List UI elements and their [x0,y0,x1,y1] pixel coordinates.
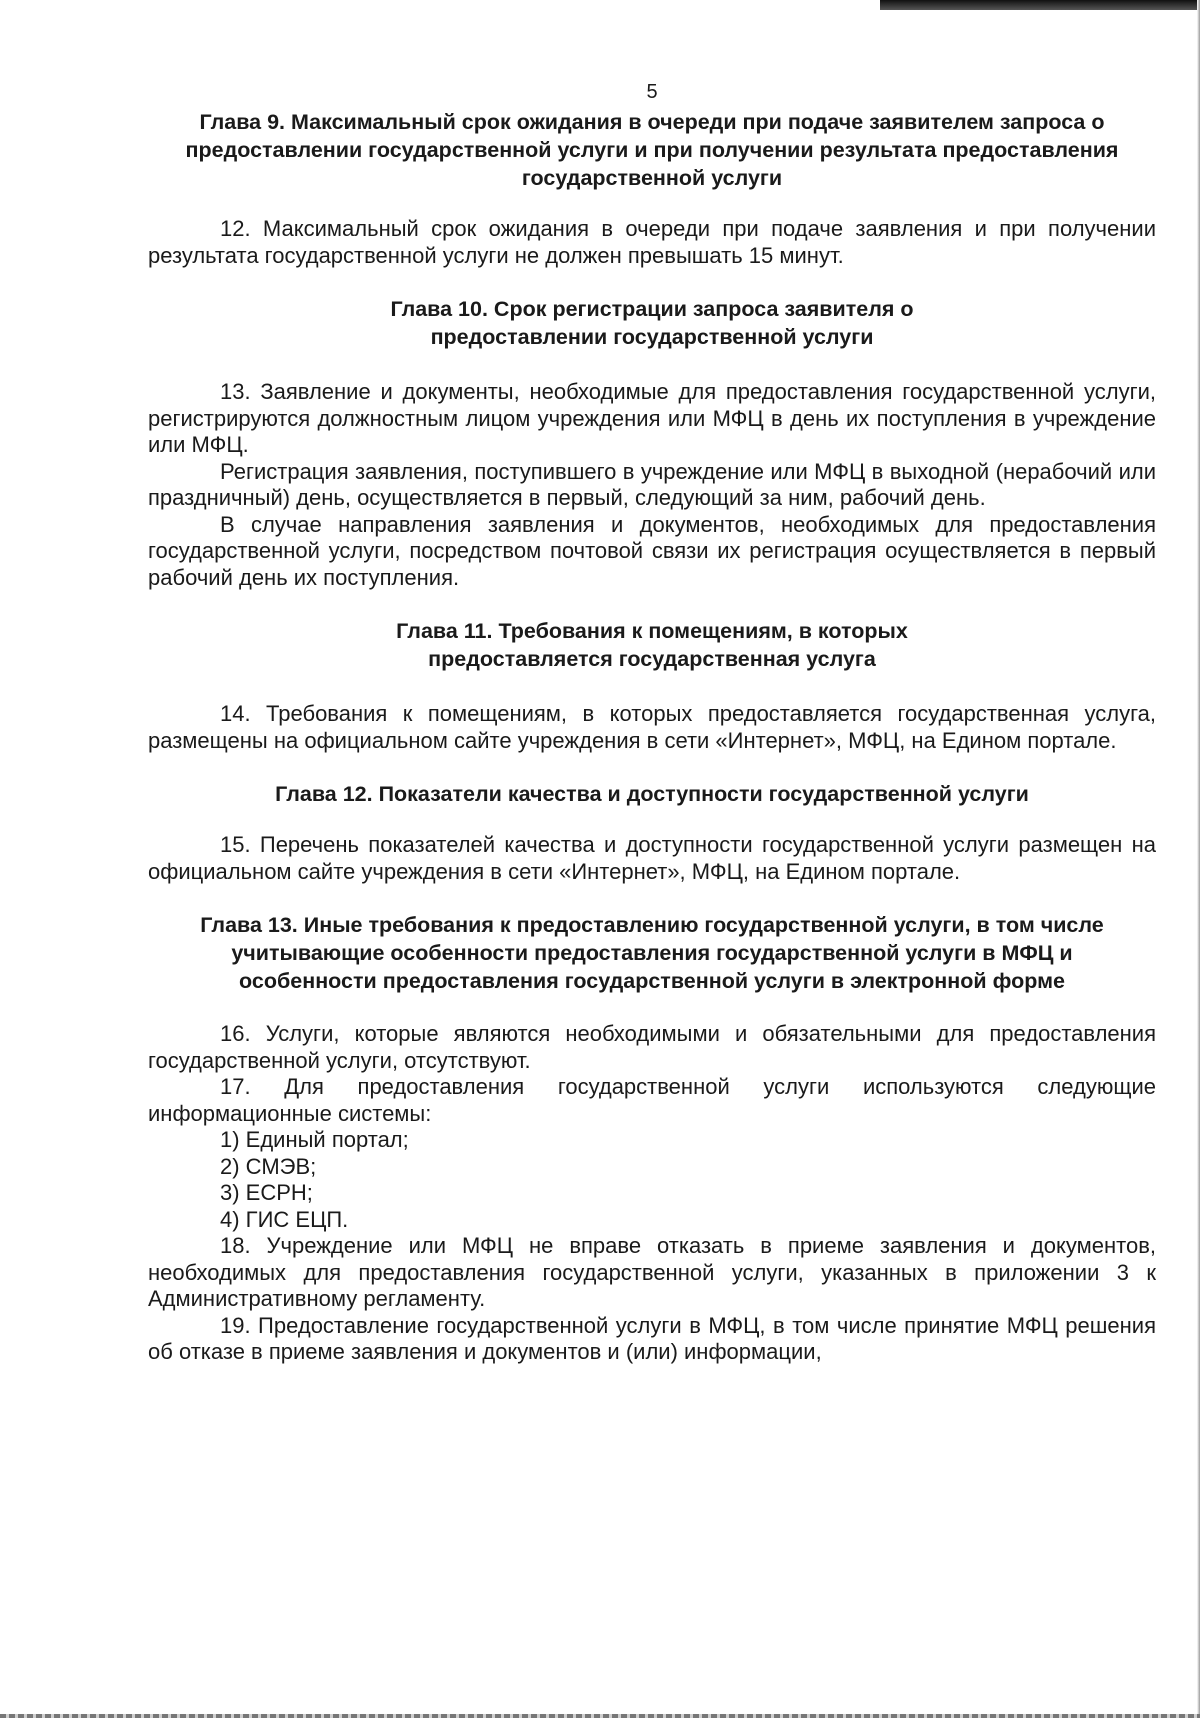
page-number: 5 [646,81,658,103]
paragraph-13: 13. Заявление и документы, необходимые для предоставления государственной услуги, регистрируются должностным лицом учреждения или МФЦ в день их поступления в учреждение или МФЦ. [148,379,1156,457]
paragraph-15: 15. Перечень показателей качества и доступности государственной услуги размещен на официальном сайте учреждения в сети «Интернет», МФЦ, на Едином портале. [148,832,1156,884]
list-item: 1) Единый портал; [220,1127,409,1152]
paragraph-19: 19. Предоставление государственной услуги в МФЦ, в том числе принятие МФЦ решения об отказе в приеме заявления и документов и (или) информации, [148,1312,1156,1364]
paragraph-16: 16. Услуги, которые являются необходимыми и обязательными для предоставления государственной услуги, отсутствуют. [148,1021,1156,1073]
paragraph-14: 14. Требования к помещениям, в которых предоставляется государственная услуга, размещены на официальном сайте учреждения в сети «Интернет», МФЦ, на Едином портале. [148,701,1156,753]
scan-edge-bottom [0,1714,1200,1718]
chapter-12-heading: Глава 12. Показатели качества и доступности государственной услуги [275,782,1029,806]
chapter-9-heading: Глава 9. Максимальный срок ожидания в очереди при подаче заявителем запроса о предоставлении государственной услуги и при получении результата предоставления государственной услуги [185,110,1119,190]
list-item: 2) СМЭВ; [220,1153,317,1179]
document-page [148,78,1156,1366]
list-item: 3) ЕСРН; [220,1180,313,1205]
paragraph-12: 12. Максимальный срок ожидания в очереди при подаче заявления и при получении результата государственной услуги не должен превышать 15 минут. [148,216,1156,268]
paragraph-13-postal: В случае направления заявления и документов, необходимых для предоставления государственной услуги, посредством почтовой связи их регистрация осуществляется в первый рабочий день их поступления. [148,511,1156,590]
chapter-10-heading: Глава 10. Срок регистрации запроса заявителя о предоставлении государственной услуги [390,297,914,349]
paragraph-13-registration: Регистрация заявления, поступившего в учреждение или МФЦ в выходной (нерабочий или праздничный) день, осуществляется в первый, следующий за ним, рабочий день. [148,458,1156,510]
paragraph-18: 18. Учреждение или МФЦ не вправе отказать в приеме заявления и документов, необходимых для предоставления государственной услуги, указанных в приложении 3 к Административному регламенту. [148,1233,1156,1311]
chapter-13-heading: Глава 13. Иные требования к предоставлению государственной услуги, в том числе учитывающие особенности предоставления государственной услуги в МФЦ и особенности предоставления государственной услуги в электронной форме [200,913,1104,993]
paragraph-17: 17. Для предоставления государственной услуги используются следующие информационные системы: [148,1074,1156,1126]
chapter-11-heading: Глава 11. Требования к помещениям, в которых предоставляется государственная услуга [396,619,908,671]
scan-edge-top [880,0,1200,10]
list-item: 4) ГИС ЕЦП. [220,1206,349,1232]
